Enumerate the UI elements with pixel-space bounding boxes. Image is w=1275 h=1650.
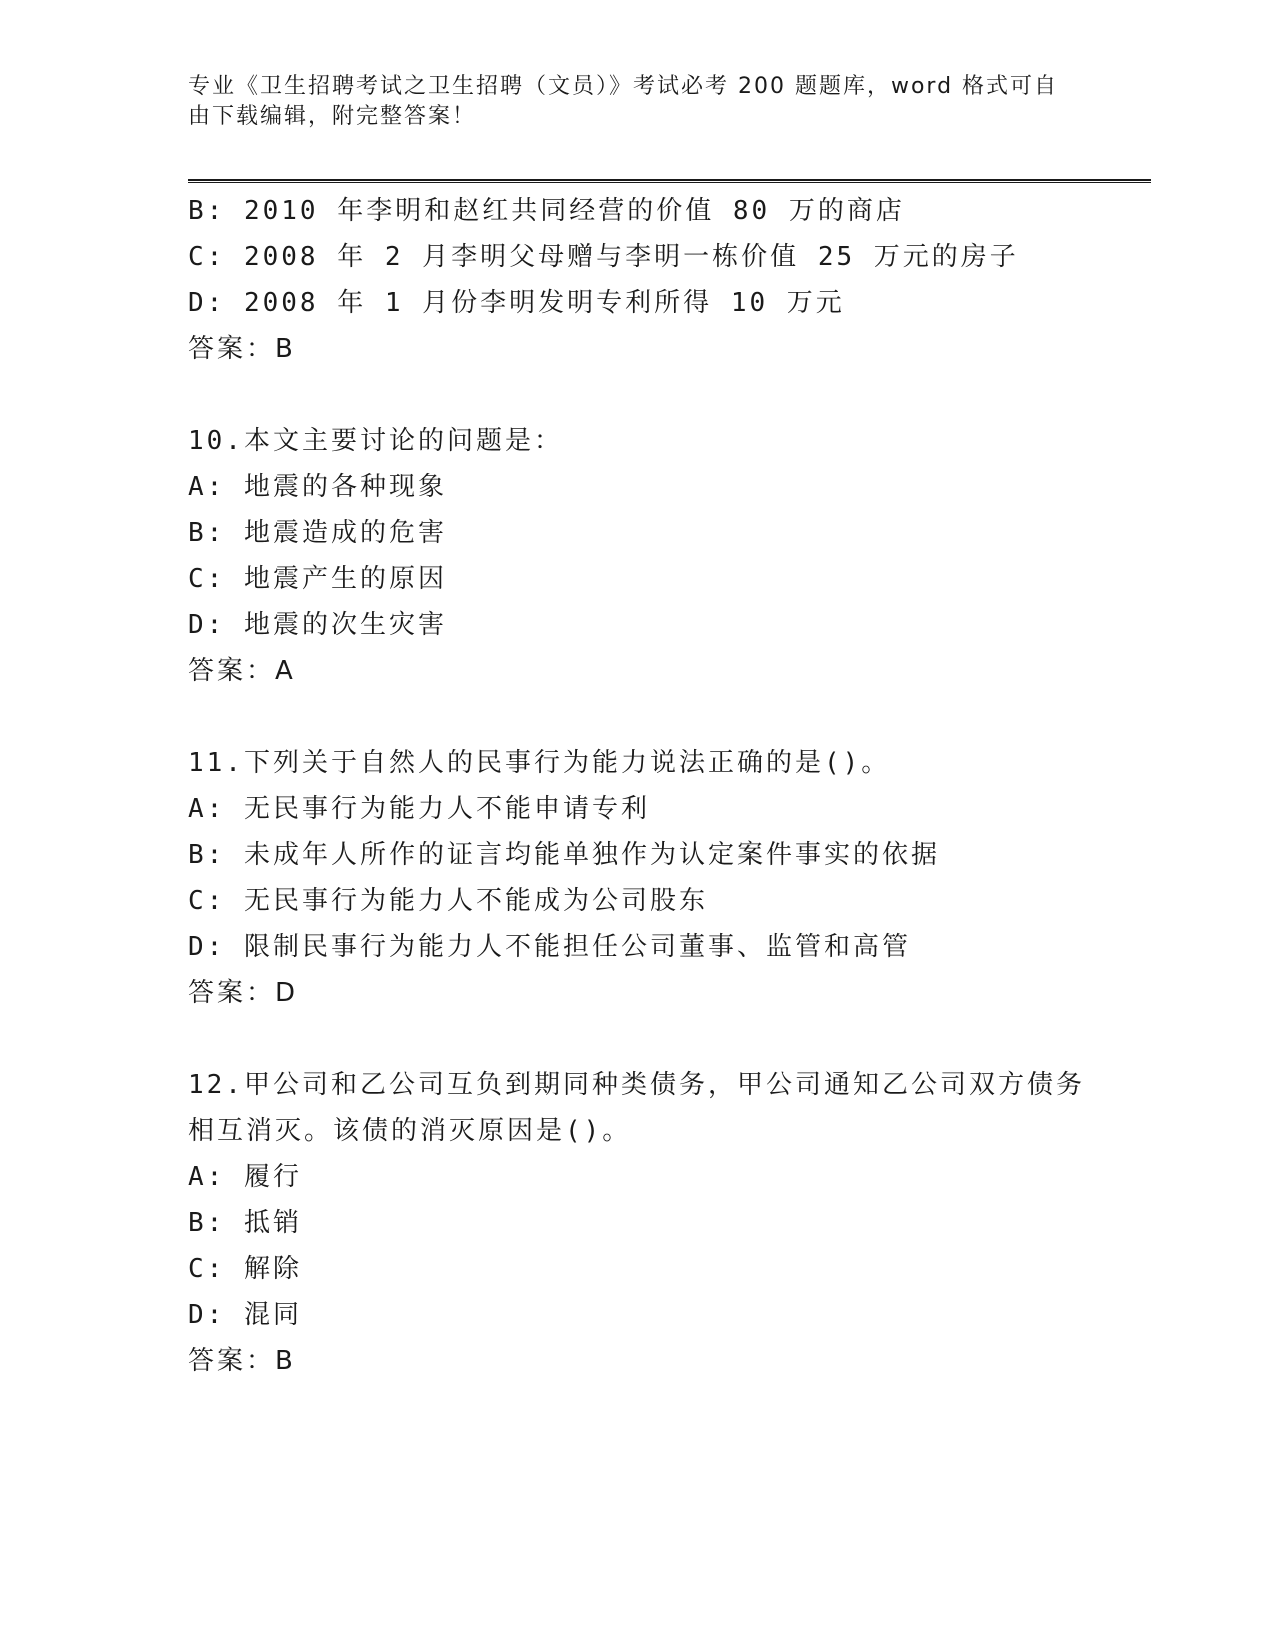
question-list — [188, 188, 1148, 1384]
option-b: B: 抵销 — [188, 1208, 302, 1238]
question-stem: 11.下列关于自然人的民事行为能力说法正确的是()。 — [188, 748, 891, 778]
question-stem-line-2: 相互消灭。该债的消灭原因是()。 — [188, 1116, 632, 1146]
option-c: C: 2008 年 2 月李明父母赠与李明一栋价值 25 万元的房子 — [188, 242, 1019, 272]
option-d: D: 2008 年 1 月份李明发明专利所得 10 万元 — [188, 288, 845, 318]
answer: 答案：A — [188, 656, 296, 686]
header-divider — [188, 179, 1151, 183]
header-line-2: 由下载编辑，附完整答案！ — [188, 104, 477, 129]
option-c: C: 地震产生的原因 — [188, 564, 447, 594]
question-9-continued — [188, 188, 1148, 372]
option-c: C: 无民事行为能力人不能成为公司股东 — [188, 886, 708, 916]
question-11 — [188, 740, 1148, 1016]
document-header — [188, 72, 1068, 132]
option-a: A: 无民事行为能力人不能申请专利 — [188, 794, 650, 824]
option-a: A: 地震的各种现象 — [188, 472, 447, 502]
option-b: B: 未成年人所作的证言均能单独作为认定案件事实的依据 — [188, 840, 940, 870]
question-stem: 10.本文主要讨论的问题是： — [188, 426, 563, 456]
question-12 — [188, 1062, 1148, 1384]
answer: 答案：B — [188, 334, 296, 364]
header-line-1: 专业《卫生招聘考试之卫生招聘（文员）》考试必考 200 题题库，word 格式可自 — [188, 74, 1059, 99]
question-10 — [188, 418, 1148, 694]
option-d: D: 混同 — [188, 1300, 302, 1330]
option-c: C: 解除 — [188, 1254, 302, 1284]
answer: 答案：D — [188, 978, 299, 1008]
option-d: D: 地震的次生灾害 — [188, 610, 447, 640]
option-a: A: 履行 — [188, 1162, 302, 1192]
option-b: B: 地震造成的危害 — [188, 518, 447, 548]
answer: 答案：B — [188, 1346, 296, 1376]
option-d: D: 限制民事行为能力人不能担任公司董事、监管和高管 — [188, 932, 911, 962]
option-b: B: 2010 年李明和赵红共同经营的价值 80 万的商店 — [188, 196, 905, 226]
question-stem-line-1: 12.甲公司和乙公司互负到期同种类债务，甲公司通知乙公司双方债务 — [188, 1070, 1085, 1100]
